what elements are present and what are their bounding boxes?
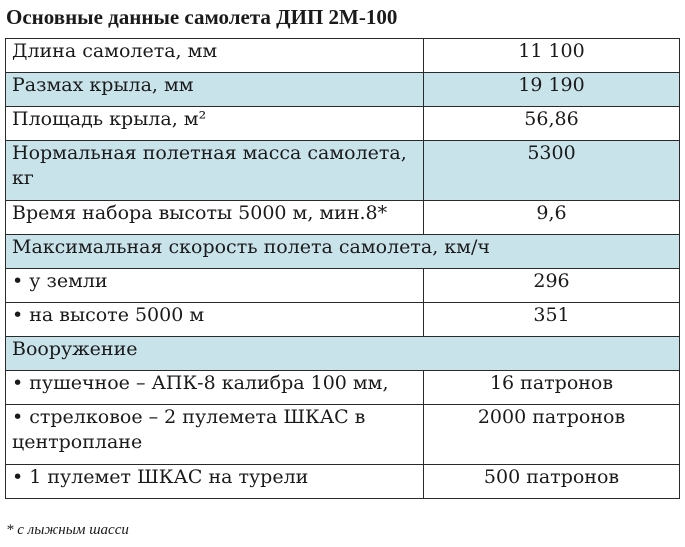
table-row — [6, 107, 680, 141]
row-value: 296 — [424, 269, 680, 303]
row-label: Размах крыла, мм — [6, 73, 424, 107]
table-row — [6, 141, 680, 201]
row-label: Площадь крыла, м² — [6, 107, 424, 141]
table-row — [6, 405, 680, 465]
row-label: • у земли — [6, 269, 424, 303]
table-row — [6, 73, 680, 107]
row-value: 9,6 — [424, 201, 680, 235]
row-value: 500 патронов — [424, 465, 680, 499]
table-row — [6, 201, 680, 235]
table-row — [6, 39, 680, 73]
specs-table — [5, 38, 680, 499]
table-row — [6, 269, 680, 303]
row-value: 2000 патронов — [424, 405, 680, 465]
row-value: 16 патронов — [424, 371, 680, 405]
section-label: Вооружение — [6, 337, 680, 371]
table-row — [6, 371, 680, 405]
table-row — [6, 465, 680, 499]
row-value: 56,86 — [424, 107, 680, 141]
row-label: • пушечное – АПК-8 калибра 100 мм, — [6, 371, 424, 405]
table-title: Основные данные самолета ДИП 2М-100 — [6, 5, 398, 29]
row-label: Нормальная полетная масса самолета, кг — [6, 141, 424, 201]
row-value: 5300 — [424, 141, 680, 201]
row-label: • 1 пулемет ШКАС на турели — [6, 465, 424, 499]
table-row — [6, 303, 680, 337]
row-value: 11 100 — [424, 39, 680, 73]
section-label: Максимальная скорость полета самолета, км/ч — [6, 235, 680, 269]
row-label: • стрелковое – 2 пулемета ШКАС в центроплане — [6, 405, 424, 465]
row-label: Длина самолета, мм — [6, 39, 424, 73]
section-row — [6, 235, 680, 269]
row-label: • на высоте 5000 м — [6, 303, 424, 337]
row-label: Время набора высоты 5000 м, мин.8* — [6, 201, 424, 235]
section-row — [6, 337, 680, 371]
row-value: 19 190 — [424, 73, 680, 107]
row-value: 351 — [424, 303, 680, 337]
footnote: * с лыжным шасси — [6, 522, 129, 538]
